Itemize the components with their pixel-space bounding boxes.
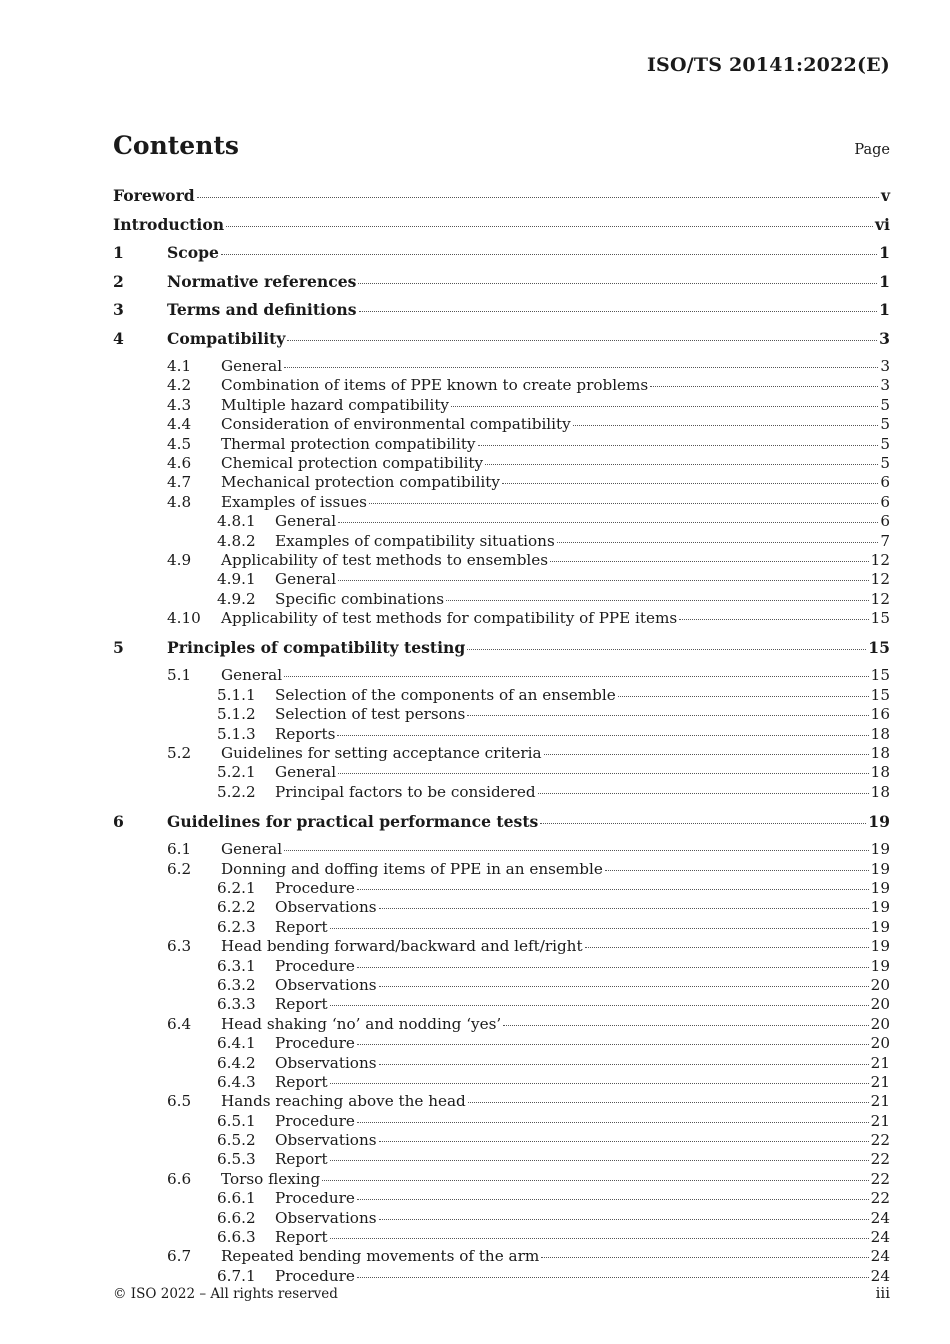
toc-entry[interactable] <box>113 1131 890 1150</box>
toc-entry[interactable] <box>113 937 890 956</box>
toc-entry[interactable] <box>113 879 890 898</box>
toc-entry[interactable] <box>113 1170 890 1189</box>
toc-entry-number: 5.1.1 <box>217 685 256 704</box>
toc-entry-page: 12 <box>870 570 890 589</box>
toc-entry[interactable] <box>113 1034 890 1053</box>
toc-entry[interactable] <box>113 512 890 531</box>
dot-leader <box>650 386 878 387</box>
dot-leader <box>503 1025 868 1026</box>
dot-leader <box>197 197 879 198</box>
toc-entry-number: 6.5.1 <box>217 1111 256 1130</box>
toc-entry-number: 4.8.2 <box>217 531 256 550</box>
toc-entry-page: 6 <box>880 492 890 511</box>
toc-entry-title: Selection of the components of an ensemble <box>275 685 616 704</box>
toc-entry-number: 6.6 <box>167 1169 192 1188</box>
toc-entry[interactable] <box>113 1054 890 1073</box>
toc-entry-title: Foreword <box>113 186 195 205</box>
toc-entry-number: 4.3 <box>167 395 192 414</box>
dot-leader <box>359 311 878 312</box>
dot-leader <box>379 908 869 909</box>
toc-entry-page: 24 <box>870 1266 890 1285</box>
toc-entry-page: 24 <box>870 1247 890 1266</box>
toc-entry[interactable] <box>113 357 890 376</box>
toc-entry[interactable] <box>113 638 890 667</box>
toc-entry-number: 4.9.1 <box>217 570 256 589</box>
toc-entry-number: 5.1 <box>167 666 192 685</box>
toc-entry-number: 6.7 <box>167 1247 192 1266</box>
toc-entry-number: 6 <box>113 811 124 831</box>
toc-entry-page: 20 <box>870 1014 890 1033</box>
toc-entry[interactable] <box>113 551 890 570</box>
toc-entry[interactable] <box>113 243 890 272</box>
toc-entry[interactable] <box>113 705 890 724</box>
toc-entry-title: Applicability of test methods to ensembles <box>221 550 549 569</box>
toc-entry-number: 6.5.2 <box>217 1131 256 1150</box>
toc-entry[interactable] <box>113 1150 890 1169</box>
dot-leader <box>330 1238 869 1239</box>
toc-entry[interactable] <box>113 590 890 609</box>
toc-entry-page: 20 <box>870 1034 890 1053</box>
toc-entry-page: 22 <box>870 1150 890 1169</box>
toc-entry[interactable] <box>113 1015 890 1034</box>
dot-leader <box>284 367 878 368</box>
dot-leader <box>550 561 869 562</box>
toc-entry-title: Compatibility <box>167 328 286 348</box>
toc-entry-title: Scope <box>167 243 219 262</box>
toc-entry[interactable] <box>113 609 890 628</box>
dot-leader <box>330 1083 869 1084</box>
toc-entry[interactable] <box>113 473 890 492</box>
dot-leader <box>478 445 879 446</box>
toc-entry-page: 6 <box>880 473 890 492</box>
toc-entry-page: 22 <box>870 1169 890 1188</box>
toc-entry-number: 6.3 <box>167 937 192 956</box>
toc-entry-number: 4.1 <box>167 357 192 375</box>
toc-entry-number: 3 <box>113 300 124 319</box>
toc-entry-title: General <box>221 666 283 685</box>
dot-leader <box>468 1102 869 1103</box>
toc-entry-page: 22 <box>870 1131 890 1150</box>
toc-entry[interactable] <box>113 812 890 841</box>
toc-entry-page: 15 <box>870 666 890 685</box>
toc-entry-title: Observations <box>275 898 377 917</box>
toc-entry[interactable] <box>113 744 890 763</box>
toc-entry[interactable] <box>113 329 890 358</box>
toc-entry-title: Procedure <box>275 1266 355 1285</box>
dot-leader <box>322 1180 869 1181</box>
dot-leader <box>357 1277 869 1278</box>
dot-leader <box>287 340 877 341</box>
toc-entry-title: Selection of test persons <box>275 705 466 724</box>
toc-entry[interactable] <box>113 976 890 995</box>
toc-entry-page: 19 <box>870 898 890 917</box>
toc-entry-title: Chemical protection compatibility <box>221 453 484 472</box>
dot-leader <box>446 600 869 601</box>
toc-entry-number: 6.4.3 <box>217 1072 256 1091</box>
toc-entry-number: 4.5 <box>167 434 192 453</box>
toc-entry-title: Hands reaching above the head <box>221 1092 466 1111</box>
toc-entry[interactable] <box>113 570 890 589</box>
toc-entry-title: Combination of items of PPE known to create problems <box>221 376 649 395</box>
toc-entry-title: Report <box>275 995 328 1014</box>
toc-entry-page: 21 <box>870 1092 890 1111</box>
toc-entry-page: 19 <box>870 956 890 975</box>
toc-entry-title: Observations <box>275 1053 377 1072</box>
toc-entry-page: 5 <box>880 453 890 472</box>
toc-entry-title: Normative references <box>167 271 357 291</box>
dot-leader <box>467 649 866 650</box>
toc-entry-number: 6.2.2 <box>217 898 256 917</box>
toc-entry-page: 19 <box>870 937 890 956</box>
dot-leader <box>544 754 869 755</box>
toc-entry-number: 4.9 <box>167 550 192 569</box>
toc-entry-page: 18 <box>870 763 890 782</box>
toc-entry-title: Procedure <box>275 1111 355 1130</box>
dot-leader <box>330 1160 869 1161</box>
dot-leader <box>379 1219 869 1220</box>
toc-entry-page: 21 <box>870 1111 890 1130</box>
toc-entry-number: 6.2.1 <box>217 878 256 897</box>
toc-entry-title: Consideration of environmental compatibility <box>221 415 571 434</box>
toc-entry-page: 15 <box>868 637 890 657</box>
toc-entry-page: 19 <box>870 878 890 897</box>
toc-entry-page: 6 <box>880 512 890 531</box>
toc-entry-title: General <box>275 570 337 589</box>
toc-entry-page: 5 <box>880 434 890 453</box>
toc-entry-number: 6.6.1 <box>217 1189 256 1208</box>
toc-entry-number: 6.4.2 <box>217 1053 256 1072</box>
toc-entry-page: 3 <box>880 376 890 395</box>
toc-entry-number: 6.3.3 <box>217 995 256 1014</box>
toc-entry-page: 7 <box>880 531 890 550</box>
toc-entry-title: Observations <box>275 975 377 994</box>
dot-leader <box>679 619 868 620</box>
toc-entry-number: 6.4 <box>167 1014 192 1033</box>
dot-leader <box>358 283 877 284</box>
toc-entry[interactable] <box>113 840 890 859</box>
toc-entry-number: 6.6.3 <box>217 1228 256 1247</box>
toc-entry[interactable] <box>113 860 890 879</box>
page-footer <box>113 1284 890 1302</box>
toc-entry-title: Applicability of test methods for compatibility of PPE items <box>221 609 678 628</box>
toc-entry[interactable] <box>113 1209 890 1228</box>
dot-leader <box>338 580 869 581</box>
toc-entry-title: Observations <box>275 1131 377 1150</box>
contents-heading-row <box>113 131 890 160</box>
toc-entry[interactable] <box>113 1228 890 1247</box>
toc-entry[interactable] <box>113 435 890 454</box>
toc-entry-title: Torso flexing <box>221 1169 321 1188</box>
toc-entry-number: 4.9.2 <box>217 589 256 608</box>
toc-entry-page: 5 <box>880 395 890 414</box>
dot-leader <box>605 870 869 871</box>
page-number: iii <box>875 1284 890 1302</box>
toc-entry-title: Donning and doffing items of PPE in an ensemble <box>221 859 603 878</box>
toc-entry-title: Multiple hazard compatibility <box>221 395 450 414</box>
dot-leader <box>485 464 878 465</box>
toc-entry-page: 15 <box>870 685 890 704</box>
dot-leader <box>357 1122 869 1123</box>
toc-entry[interactable] <box>113 1092 890 1111</box>
dot-leader <box>338 773 869 774</box>
document-id: ISO/TS 20141:2022(E) <box>646 54 890 76</box>
toc-entry-number: 5 <box>113 637 124 657</box>
toc-entry-number: 4.2 <box>167 376 192 395</box>
toc-entry-title: Report <box>275 1150 328 1169</box>
toc-entry[interactable] <box>113 215 890 244</box>
toc-entry-page: 15 <box>870 609 890 628</box>
dot-leader <box>557 542 879 543</box>
dot-leader <box>502 483 878 484</box>
toc-entry-number: 6.2.3 <box>217 917 256 936</box>
toc-entry[interactable] <box>113 532 890 551</box>
dot-leader <box>379 1141 869 1142</box>
toc-entry-number: 4.8 <box>167 492 192 511</box>
toc-entry-page: 21 <box>870 1053 890 1072</box>
dot-leader <box>573 425 879 426</box>
toc-entry-page: 24 <box>870 1208 890 1227</box>
dot-leader <box>538 793 869 794</box>
toc-entry-number: 6.1 <box>167 840 192 859</box>
toc-entry-number: 5.1.3 <box>217 724 256 743</box>
toc-entry[interactable] <box>113 995 890 1014</box>
copyright-notice: © ISO 2022 – All rights reserved <box>113 1286 338 1302</box>
dot-leader <box>541 1257 868 1258</box>
toc-entry-title: Guidelines for setting acceptance criteria <box>221 744 542 763</box>
contents-title: Contents <box>113 131 240 160</box>
toc-entry-title: Report <box>275 1072 328 1091</box>
toc-entry-number: 4.4 <box>167 415 192 434</box>
toc-entry-number: 6.3.1 <box>217 956 256 975</box>
toc-entry-page: 19 <box>870 840 890 859</box>
toc-entry[interactable] <box>113 454 890 473</box>
toc-entry[interactable] <box>113 186 890 215</box>
toc-entry-title: Mechanical protection compatibility <box>221 473 500 492</box>
toc-entry-page: 20 <box>870 995 890 1014</box>
toc-entry-page: 19 <box>870 859 890 878</box>
dot-leader <box>357 1199 869 1200</box>
toc-entry-page: 1 <box>879 243 890 262</box>
toc-entry-number: 5.2.1 <box>217 763 256 782</box>
toc-entry-number: 5.1.2 <box>217 705 256 724</box>
toc-entry-number: 1 <box>113 243 124 262</box>
toc-entry-number: 6.2 <box>167 859 192 878</box>
toc-entry-title: Principles of compatibility testing <box>167 637 466 657</box>
dot-leader <box>379 986 869 987</box>
toc-entry[interactable] <box>113 493 890 512</box>
toc-entry-title: Examples of issues <box>221 492 367 511</box>
toc-entry-page: 19 <box>870 917 890 936</box>
toc-entry[interactable] <box>113 1189 890 1208</box>
dot-leader <box>467 715 868 716</box>
toc-entry[interactable] <box>113 1112 890 1131</box>
page-column-label: Page <box>854 142 890 158</box>
dot-leader <box>337 735 868 736</box>
dot-leader <box>357 967 869 968</box>
toc-entry-page: 1 <box>879 271 890 291</box>
toc-entry-title: Guidelines for practical performance tests <box>167 811 539 831</box>
toc-entry-title: Procedure <box>275 1034 355 1053</box>
toc-entry-page: 18 <box>870 724 890 743</box>
toc-entry-page: 1 <box>879 300 890 319</box>
dot-leader <box>451 406 878 407</box>
dot-leader <box>330 928 869 929</box>
toc-entry-page: 12 <box>870 550 890 569</box>
toc-entry-number: 6.5 <box>167 1092 192 1111</box>
toc-entry[interactable] <box>113 376 890 395</box>
dot-leader <box>357 889 869 890</box>
toc-entry-page: 5 <box>880 415 890 434</box>
dot-leader <box>585 947 869 948</box>
toc-entry-page: 3 <box>879 328 890 348</box>
toc-entry-page: 18 <box>870 782 890 801</box>
toc-entry[interactable] <box>113 898 890 917</box>
toc-entry-title: General <box>275 763 337 782</box>
toc-entry-number: 6.7.1 <box>217 1266 256 1285</box>
toc-entry-title: Head bending forward/backward and left/right <box>221 937 583 956</box>
toc-entry-title: Procedure <box>275 1189 355 1208</box>
toc-entry[interactable] <box>113 1247 890 1266</box>
toc-entry-page: 19 <box>868 811 890 831</box>
toc-entry[interactable] <box>113 396 890 415</box>
dot-leader <box>330 1005 869 1006</box>
toc-entry-number: 6.3.2 <box>217 975 256 994</box>
toc-entry-title: Specific combinations <box>275 589 445 608</box>
dot-leader <box>284 850 869 851</box>
toc-entry-page: 21 <box>870 1072 890 1091</box>
toc-entry-page: 16 <box>870 705 890 724</box>
toc-entry-title: Thermal protection compatibility <box>221 434 476 453</box>
toc-entry-page: 24 <box>870 1228 890 1247</box>
toc-entry-page: 18 <box>870 744 890 763</box>
toc-entry[interactable] <box>113 957 890 976</box>
dot-leader <box>226 226 873 227</box>
toc-entry[interactable] <box>113 783 890 802</box>
toc-entry-page: 20 <box>870 975 890 994</box>
toc-entry-page: v <box>880 186 890 205</box>
dot-leader <box>357 1044 869 1045</box>
toc-entry[interactable] <box>113 686 890 705</box>
toc-entry-title: Procedure <box>275 878 355 897</box>
dot-leader <box>221 254 877 255</box>
toc-entry-page: vi <box>875 214 890 234</box>
toc-entry-number: 4.6 <box>167 453 192 472</box>
toc-entry-title: Terms and definitions <box>167 300 357 319</box>
dot-leader <box>369 503 878 504</box>
toc-entry-title: Introduction <box>113 214 225 234</box>
toc-entry-number: 4.8.1 <box>217 512 256 531</box>
toc-entry-title: Repeated bending movements of the arm <box>221 1247 540 1266</box>
toc-entry-page: 3 <box>880 357 890 375</box>
toc-entry-title: General <box>221 840 283 859</box>
toc-entry-title: Report <box>275 1228 328 1247</box>
toc-entry-number: 6.5.3 <box>217 1150 256 1169</box>
dot-leader <box>618 696 869 697</box>
toc-entry[interactable] <box>113 918 890 937</box>
toc-entry-title: Observations <box>275 1208 377 1227</box>
toc-entry-title: Head shaking ‘no’ and nodding ‘yes’ <box>221 1014 502 1033</box>
toc-entry[interactable] <box>113 725 890 744</box>
toc-entry-title: Report <box>275 917 328 936</box>
dot-leader <box>338 522 878 523</box>
toc-entry-number: 5.2.2 <box>217 782 256 801</box>
toc-entry-number: 6.6.2 <box>217 1208 256 1227</box>
dot-leader <box>379 1064 869 1065</box>
toc-entry-number: 4.10 <box>167 609 201 628</box>
toc-entry-page: 22 <box>870 1189 890 1208</box>
toc-entry-number: 5.2 <box>167 744 192 763</box>
toc-entry[interactable] <box>113 763 890 782</box>
toc-entry-title: General <box>221 357 283 375</box>
table-of-contents <box>113 186 890 1286</box>
toc-entry-title: Principal factors to be considered <box>275 782 536 801</box>
toc-entry-number: 4.7 <box>167 473 192 492</box>
toc-entry-page: 12 <box>870 589 890 608</box>
toc-entry-title: Examples of compatibility situations <box>275 531 555 550</box>
toc-entry-number: 4 <box>113 328 124 348</box>
toc-entry-title: Procedure <box>275 956 355 975</box>
toc-entry[interactable] <box>113 300 890 329</box>
toc-entry[interactable] <box>113 1073 890 1092</box>
dot-leader <box>284 676 869 677</box>
toc-entry-number: 2 <box>113 271 124 291</box>
toc-entry-title: General <box>275 512 337 531</box>
dot-leader <box>540 823 866 824</box>
toc-entry-title: Reports <box>275 724 336 743</box>
toc-entry-number: 6.4.1 <box>217 1034 256 1053</box>
toc-entry[interactable] <box>113 415 890 434</box>
toc-entry[interactable] <box>113 272 890 301</box>
toc-entry[interactable] <box>113 666 890 685</box>
